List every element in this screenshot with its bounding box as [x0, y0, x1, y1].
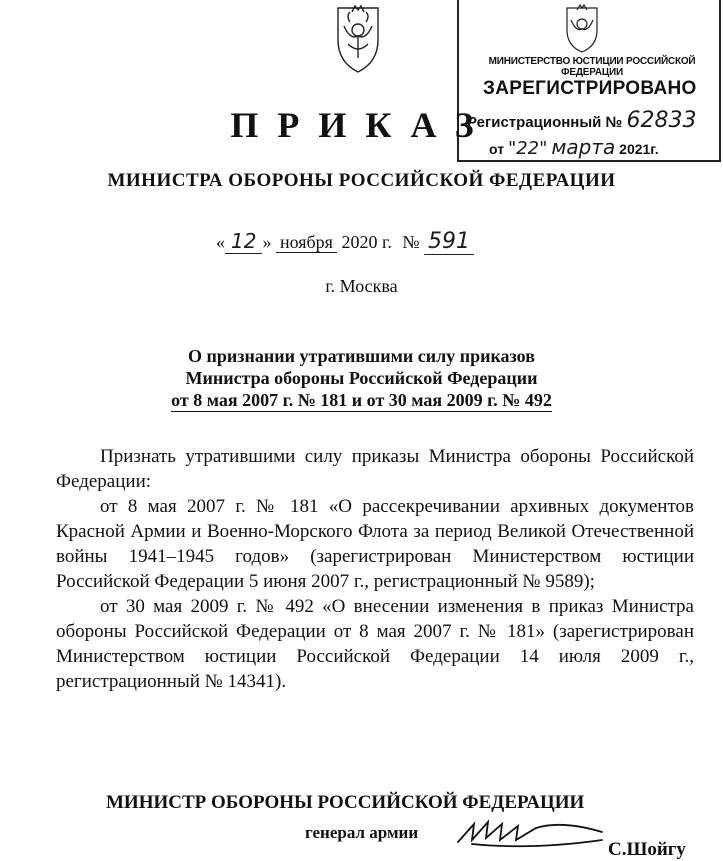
- body-paragraph: от 8 мая 2007 г. № 181 «О рассекречивании архивных документов Красной Армии и Военно-Морского Флота за период Великой Отечественной войны 1941–1945 годов» (зарегистрирован Министерством юстиции Российской Федерации 5 июня 2007 г., регистрационный № 9589);: [56, 496, 694, 592]
- date-close-quote: »: [262, 232, 272, 252]
- stamp-date-day: "22": [507, 138, 548, 159]
- order-day: 12: [225, 229, 262, 254]
- date-open-quote: «: [216, 232, 225, 252]
- stamp-ministry: МИНИСТЕРСТВО ЮСТИЦИИ РОССИЙСКОЙ ФЕДЕРАЦИИ: [488, 56, 696, 78]
- order-date-number: [216, 229, 474, 254]
- order-number-label: №: [402, 232, 420, 252]
- heading-line-1: О признании утратившими силу приказов: [188, 346, 535, 366]
- heading-line-2: Министра обороны Российской Федерации: [185, 368, 538, 388]
- stamp-emblem-icon: [559, 2, 605, 56]
- document-heading: [0, 345, 723, 411]
- handwritten-signature: [452, 810, 612, 860]
- body-paragraph: от 30 мая 2009 г. № 492 «О внесении изменения в приказ Министра обороны Российской Федерации от 8 мая 2007 г. № 181» (зарегистрирован Министерством юстиции Российской Федерации 14 июля 2009 г., регистрационный № 14341).: [56, 596, 694, 692]
- signature-position: МИНИСТР ОБОРОНЫ РОССИЙСКОЙ ФЕДЕРАЦИИ: [106, 792, 585, 813]
- signature-rank: генерал армии: [305, 823, 419, 842]
- stamp-registered: ЗАРЕГИСТРИРОВАНО: [483, 78, 697, 99]
- order-month: ноября: [276, 232, 337, 253]
- document-title: ПРИКАЗ: [230, 105, 493, 145]
- document-city: г. Москва: [325, 276, 398, 296]
- document-subtitle: МИНИСТРА ОБОРОНЫ РОССИЙСКОЙ ФЕДЕРАЦИИ: [107, 170, 616, 191]
- coat-of-arms-icon: [328, 0, 388, 78]
- signature-name: С.Шойгу: [608, 839, 686, 860]
- stamp-date-prefix: от: [489, 141, 505, 157]
- order-year: 2020 г.: [341, 232, 392, 252]
- stamp-date-year: 2021г.: [619, 141, 659, 157]
- document-body: [56, 444, 694, 694]
- stamp-reg-label: Регистрационный №: [467, 114, 623, 131]
- order-number: 591: [424, 229, 474, 255]
- heading-line-3: от 8 мая 2007 г. № 181 и от 30 мая 2009 г. № 492: [171, 390, 552, 410]
- stamp-reg-number: 62833: [626, 108, 697, 133]
- stamp-date-month: марта: [551, 135, 616, 159]
- body-paragraph: Признать утратившими силу приказы Министра обороны Российской Федерации:: [56, 446, 694, 492]
